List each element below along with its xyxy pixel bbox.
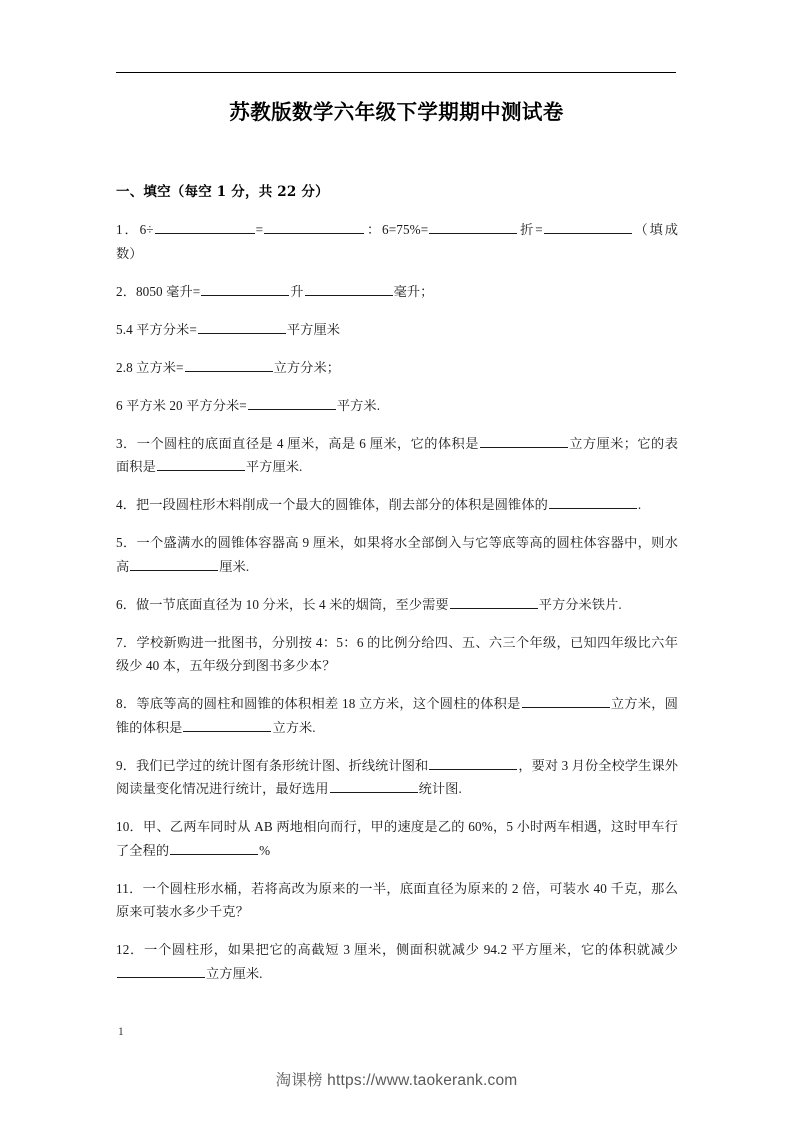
question-9 <box>116 754 678 801</box>
question-9-blank-1[interactable] <box>429 755 517 769</box>
question-4 <box>116 493 678 517</box>
question-6-part-a: 6．做一节底面直径为 10 分米，长 4 米的烟筒，至少需要 <box>116 596 449 612</box>
question-2-line-3-part-b: 立方分米； <box>273 359 341 375</box>
question-3-part-b: 立方厘米；它的表面积是 <box>116 435 678 474</box>
question-1-part-c: ：6=75%= <box>365 222 429 237</box>
question-2-part-a: 2．8050 毫升= <box>116 283 201 299</box>
question-2-line-3-part-a: 2.8 立方米= <box>116 359 184 375</box>
question-5-part-a: 5．一个盛满水的圆锥体容器高 9 厘米，如果将水全部倒入与它等底等高的圆柱体容器中，则水高 <box>116 535 678 574</box>
question-5-blank-1[interactable] <box>130 556 218 570</box>
question-10-part-a: 10．甲、乙两车同时从 AB 两地相向而行，甲的速度是乙的 60%，5 小时两车相遇，这时甲车行了全程的 <box>116 819 678 858</box>
question-1-part-d: 折= <box>518 222 543 237</box>
question-2-line-4 <box>116 394 678 418</box>
question-3 <box>116 432 678 479</box>
question-6-blank-1[interactable] <box>450 594 538 608</box>
question-9-part-c: 统计图. <box>418 781 462 796</box>
question-9-part-a: 9．我们已学过的统计图有条形统计图、折线统计图和 <box>116 757 429 773</box>
question-5 <box>116 531 678 578</box>
question-10-part-b: % <box>259 842 271 858</box>
question-12-blank-1[interactable] <box>117 963 205 977</box>
watermark-footer: 淘课榜 https://www.taokerank.com <box>275 1072 518 1089</box>
question-1-part-e: （填成数） <box>116 222 679 261</box>
question-12-part-a: 12．一个圆柱形，如果把它的高截短 3 厘米，侧面积就减少 94.2 平方厘米，它的体积就减少 <box>116 942 678 957</box>
question-2-line-3-blank[interactable] <box>185 357 273 371</box>
question-9-blank-2[interactable] <box>330 779 418 793</box>
question-1-part-a: 1．6÷ <box>116 222 154 237</box>
question-2-part-c: 毫升； <box>393 283 434 299</box>
question-12-part-b: 立方厘米. <box>206 965 263 981</box>
question-2-line-2 <box>116 318 678 342</box>
question-3-part-a: 3．一个圆柱的底面直径是 4 厘米，高是 6 厘米，它的体积是 <box>116 435 479 451</box>
question-7 <box>116 631 678 678</box>
question-5-part-b: 厘米. <box>219 558 250 574</box>
question-1-part-b: = <box>255 222 264 237</box>
question-9-part-b: ，要对 3 月份全校学生课外阅读量变化情况进行统计，最好选用 <box>116 757 678 796</box>
question-11 <box>116 877 678 924</box>
question-4-part-b: . <box>637 497 642 512</box>
question-3-part-c: 平方厘米. <box>245 459 303 474</box>
question-6-part-b: 平方分米铁片. <box>538 596 622 612</box>
question-3-blank-1[interactable] <box>480 433 568 447</box>
question-6 <box>116 593 678 617</box>
question-2-line-4-part-b: 平方米. <box>336 397 381 413</box>
page-number: 1 <box>118 1026 124 1038</box>
question-2-part-b: 升 <box>290 283 304 299</box>
question-2-line-4-blank[interactable] <box>248 395 336 409</box>
question-2-line-2-part-a: 5.4 平方分米= <box>116 321 197 337</box>
page-title: 苏教版数学六年级下学期期中测试卷 <box>229 100 564 124</box>
question-8-blank-1[interactable] <box>522 694 610 708</box>
question-4-blank-1[interactable] <box>549 495 637 509</box>
question-2-line-2-blank[interactable] <box>198 319 286 333</box>
question-2-blank-2[interactable] <box>305 281 393 295</box>
question-7-part-a: 7．学校新购进一批图书，分别按 4：5：6 的比例分给四、五、六三个年级，已知四年级比六年级少 40 本，五年级分到图书多少本？ <box>116 634 678 673</box>
question-2-line-3 <box>116 356 678 380</box>
question-1-blank-3[interactable] <box>429 220 517 234</box>
question-2-line-2-part-b: 平方厘米 <box>286 321 341 337</box>
question-2 <box>116 280 678 304</box>
question-8-part-c: 立方米. <box>272 719 316 735</box>
question-1-blank-2[interactable] <box>264 220 364 234</box>
question-2-blank-1[interactable] <box>201 281 289 295</box>
question-8-part-b: 立方米，圆锥的体积是 <box>116 696 678 735</box>
question-8 <box>116 692 678 739</box>
question-12 <box>116 938 678 985</box>
section-heading-fill-in-blanks: 一、填空（每空 1 分，共 22 分） <box>116 184 329 200</box>
question-1-blank-4[interactable] <box>544 220 632 234</box>
question-11-part-a: 11．一个圆柱形水桶，若将高改为原来的一半，底面直径为原来的 2 倍，可装水 40 千克，那么原来可装水多少千克？ <box>116 880 678 919</box>
question-10 <box>116 815 678 862</box>
question-2-line-4-part-a: 6 平方米 20 平方分米= <box>116 397 247 413</box>
question-8-blank-2[interactable] <box>183 717 271 731</box>
question-8-part-a: 8．等底等高的圆柱和圆锥的体积相差 18 立方米，这个圆柱的体积是 <box>116 696 521 711</box>
exam-content <box>116 180 678 1000</box>
question-4-part-a: 4．把一段圆柱形木料削成一个最大的圆锥体，削去部分的体积是圆锥体的 <box>116 497 548 512</box>
question-10-blank-1[interactable] <box>170 840 258 854</box>
question-1 <box>116 218 678 265</box>
header-divider <box>116 72 676 73</box>
question-1-blank-1[interactable] <box>155 220 255 234</box>
question-3-blank-2[interactable] <box>157 457 245 471</box>
